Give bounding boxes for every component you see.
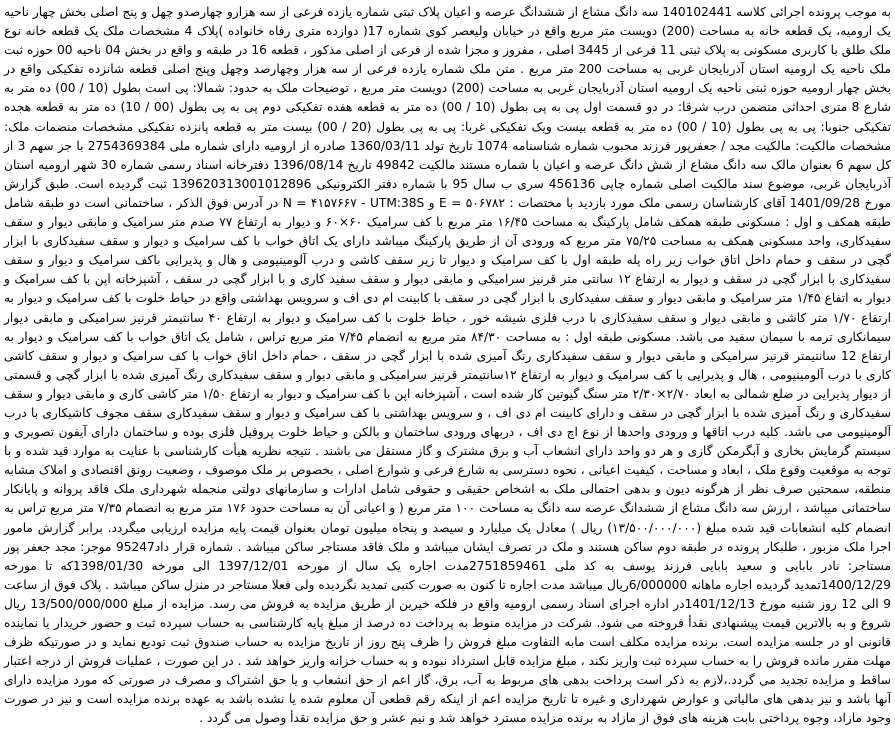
auction-notice-body: به موجب پرونده اجرائی کلاسه 140102441 سه دانگ مشاع از ششدانگ عرصه و اعیان پلاک ثبتی شماره یازده فرعی از سه هزارو چهارصدو چهل و پنج اصلی بخش چهار ناحیه یک ارومیه، یک قطعه خانه به مساحت (200) دویست متر مربع واقع در خیابان ولیعصر کوی شماره 17( دوازده متری رفاه خانواده )پلاک 4 مشخصات ملک یک قطعه خانه نوع ملک طلق با کاربری مسکونی به پلاک ثبتی 11 فرعی از 3445 اصلی ، مفروز و مجزا شده از فرعی از اصلی مذکور ، قطعه 16 در طبقه و واقع در بخش 04 ناحیه 00 حوزه ثبت ملک ناحیه یک ارومیه استان آذربایجان غربی به مساحت 200 متر مربع . متن ملک شماره یازده فرعی از سه هزار وچهارصد وچهل وپنج اصلی قطعه شانزده تفکیکی واقع در بخش چهار ارومیه حوزه ثبتی ناحیه یک ارومیه استان آذربایجان غربی به مساحت (200) دویست متر مربع ، توضیحات ملک به حدود: شمالا: پی است بطول (10 / 00) ده متر به شارع 8 متری احداثی متضمن درب شرقا: در دو قسمت اول پی به پی بطول (10 / 00) ده متر به قطعه هفده تفکیکی دوم پی به پی بطول (00 / 10) ده متر به قطعه هجده تفکیکی جنوبا: پی به پی بطول (10 / 00) ده متر به قطعه بیست ویک تفکیکی غربا: پی به پی بطول (20 / 00) بیست متر به قطعه پانزده تفکیکی مشخصات منضمات ملک: مشخصات مالکیت: مالکیت مجد / جعفرپور فرزند محبوب شماره شناسنامه 1074 تاریخ تولد 1360/03/11 صادره از ارومیه دارای شماره ملی 2754369384 با جز سهم 3 از کل سهم 6 بعنوان مالک سه دانگ مشاع از شش دانگ عرصه و اعیان با شماره مستند مالکیت 49842 تاریخ 1396/08/14 دفترخانه اسناد رسمی شماره 30 شهر ارومیه استان آذربایجان غربی، موضوع سند مالکیت اصلی شماره چاپی 456136 سری ب سال 95 با شماره دفتر الکترونیکی 139620313001012896 ثبت گردیده است. طبق گزارش مورخ 1401/09/28 آقای کارشناسان رسمی ملک مورد بازدید با مختصات : E = ۵۰۶۷۸۲ و N = ۴۱۵۷۶۶۷ - UTM:38S در آدرس فوق الذکر ، ساختمانی است دو طبقه شامل طبقه همکف و اول : مسکونی طبقه همکف شامل پارکینگ به مساحت ۱۶/۴۵ متر مربع با کف سرامیک ۶۰×۶۰ و دیوار به ارتفاع ۷۷ صدم متر سرامیک و مابقی دیوار و سقف سفیدکاری، واحد مسکونی همکف به مساحت ۷۵/۲۵ متر مربع که ورودی آن از طریق پارکینگ میباشد دارای یک اتاق خواب با کف سرامیک و دیوار و سقف سفیدکاری با ابزار گچی در سقف و حمام داخل اتاق خواب زیر راه پله طبقه اول با کف سرامیک و دیوار تا زیر سقف کاشی و درب آلومینیومی و هال و پذیرایی باکف سرامیک و دیوار و سقف سفیدکاری با ابزار گچی در سقف و دیوار به ارتفاع ۱۲ سانتی متر قرنیز سرامیکی و مابقی دیوار و سقف سفید کاری و با ابزار گچی در سقف ، آشپزخانه اپن با کف سرامیک و دیوار به اتفاع ۱/۴۵ متر سرامیک و مابقی دیوار و سقف سفیدکاری با ابزار گچی در سقف با کابینت ام دی اف و سرویس بهداشتی واقع در حیاط خلوت با کف سرامیک و دیوار به ارتفاع ۱/۷۰ متر کاشی و مابقی دیوار و سقف سفیدکاری با درب فلزی شیشه خور ، حیاط خلوت با کف سرامیک و دیوار به ارتفاع ۴۰ سانتیمتر قرنیز سرامیکی و مابقی دیوار سیمانکاری ترمه با سیمان سفید می باشد. مسکونی طبقه اول : به مساحت ۸۴/۳۰ متر مربع به انضمام ۷/۴۵ متر مربع تراس ، شامل یک اتاق خواب با کف سرامیک و دیوار به ارتفاع 12 سانتیمتر قرنیز سرامیکی و مابقی دیوار و سقف سفیدکاری رنگ آمیزی شده با ابزار گچی در سقف ، حمام داخل اتاق خواب با کف سرامیک و دیوار و سقف کاشی کاری با درب آلومینیومی ، هال و پذیرایی با کف سرامیک و دیوار به ارتفاع ۱۲سانتیمتر قرنیز سرامیکی و مابقی دیوار و سقف سفیدکاری رنگ آمیزی شده با ابزار گچی و قسمتی از دیوار پذیرایی در ضلع شمالی به ابعاد ۲/۷۰×۲/۳۰ متر سنگ گیوتین کار شده است ، آشپزخانه اپن با کف سرامیک و دیوار به ارتفاع ۱/۵۰ متر کاشی کاری و مابقی دیوار و سقف سفیدکاری و رنگ آمیزی شده با ابزار گچی در سقف و دارای کابینت ام دی اف ، و سرویس بهداشتی با کف سرامیک و دیوار و سقف سفیدکاری سقف مجوف کاشیکاری با درب آلومینیومی می باشد. کلیه درب اتاقها و ورودی واحدها از نوع اچ دی اف ، دربهای ورودی ساختمان و بالکن و حیاط خلوت پروفیل فلزی بوده و ساختمان دارای آیفون تصویری و سیستم گرمایش بخاری و آبگرمکن گازی و هر دو واحد دارای انشعاب آب و برق مشترک و گاز مستقل می باشند . نتیجه نظریه هیأت کارشناسی با عنایت به موارد قید شده و با توجه به موقعیت وقوع ملک ، ابعاد و مساحت ، کیفیت اعیانی ، نحوه دسترسی به شارع فرعی و شوارع اصلی ، بخصوص بر ملک موصوف ، وضعیت رونق اقتصادی و املاک مشابه منطقه، سمحتین صرف نظر از هرگونه دیون و بدهی احتمالی ملک به اشخاص حقیقی و حقوقی شامل ادارات و سازمانهای دولتی منجمله شهرداری ملک فاقد پروانه و پایانکار ساختمانی میباشد ، ارزش سه دانگ مشاع از ششدانگ عرصه سه دانگ به مساحت ۱۰۰ متر مربع ( و اعیانی آن به مساحت حدود ۱۷۶ متر مربع به انضمام ۷/۳۵ متر مربع تراس به انضمام کلیه انشعابات قید شده مبلغ (۱۳/۵۰۰/۰۰۰/۰۰۰) ریال ) معادل یک میلیارد و سیصد و پنجاه میلیون تومان بعنوان قیمت پایه مزایده ارزیابی میگردد. برابر گزارش مامور اجرا ملک مزبور ، طلبکار پرونده در طبقه دوم ساکن هستند و ملک در تصرف ایشان میباشد و ملک فاقد مستاجر ساکن میباشد . شماره قرار داد95247 موجر: مجد جعفر پور مستاجر: نادر بابایی و سعید بابایی فرزند یوسف به کد ملی 2751859461مدت اجاره یک سال از مورخه 1397/12/01 الی مورخه 1398/01/30که تا مورخه 1400/12/29تمدید گردیده اجاره ماهانه 6/000000ریال میباشد مدت اجاره تا کنون به صورت کتبی تمدید نگردیده ولی فعلا مستاجر در منزل ساکن میباشد . پلاک فوق از ساعت 9 الی 12 روز شنبه مورخ 1401/12/13در اداره اجرای اسناد رسمی ارومیه واقع در فلکه خیرین از طریق مزایده به فروش می رسد. مزایده از مبلغ 13/500/000/000 ریال شروع و به بالاترین قیمت پیشنهادی نقدأ فروخته می شود. شرکت در مزایده منوط به پرداخت ده درصد از مبلغ پایه کارشناسی به حساب سپرده ثبت و حضور خریدار یا نماینده قانونی او در جلسه مزایده است. برنده مزایده مکلف است مابه التفاوت مبلغ فروش را ظرف پنج روز از تاریخ مزایده به حساب صندوق ثبت تودیع نماید و در صورتیکه ظرف مهلت مقرر مانده فروش را به حساب سپرده ثبت واریز نکند ، مبلغ مزایده قابل استرداد نبوده و به حساب خزانه واریز خواهد شد . در این صورت ، عملیات فروش از درجه اعتبار ساقط و مزایده تجدید می گردد.،لازم به ذکر است پرداخت بدهی های مربوط به آب، برق، گاز اعم از حق انشعاب و یا حق اشتراک و مصرف در صورتی که مورد مزایده دارای آنها باشد و نیز بدهی های مالیاتی و عوارض شهرداری و غیره تا تاریخ مزایده اعم از اینکه رقم قطعی آن معلوم شده یا نشده باشد به عهده برنده مزایده است و نیز در صورت وجود مازاد، وجوه پرداختی بابت هزینه های فوق از مازاد به برنده مزایده مسترد خواهد شد و نیم عشر و حق مزایده نقدأ وصول می گردد . — [4, 5, 892, 726]
